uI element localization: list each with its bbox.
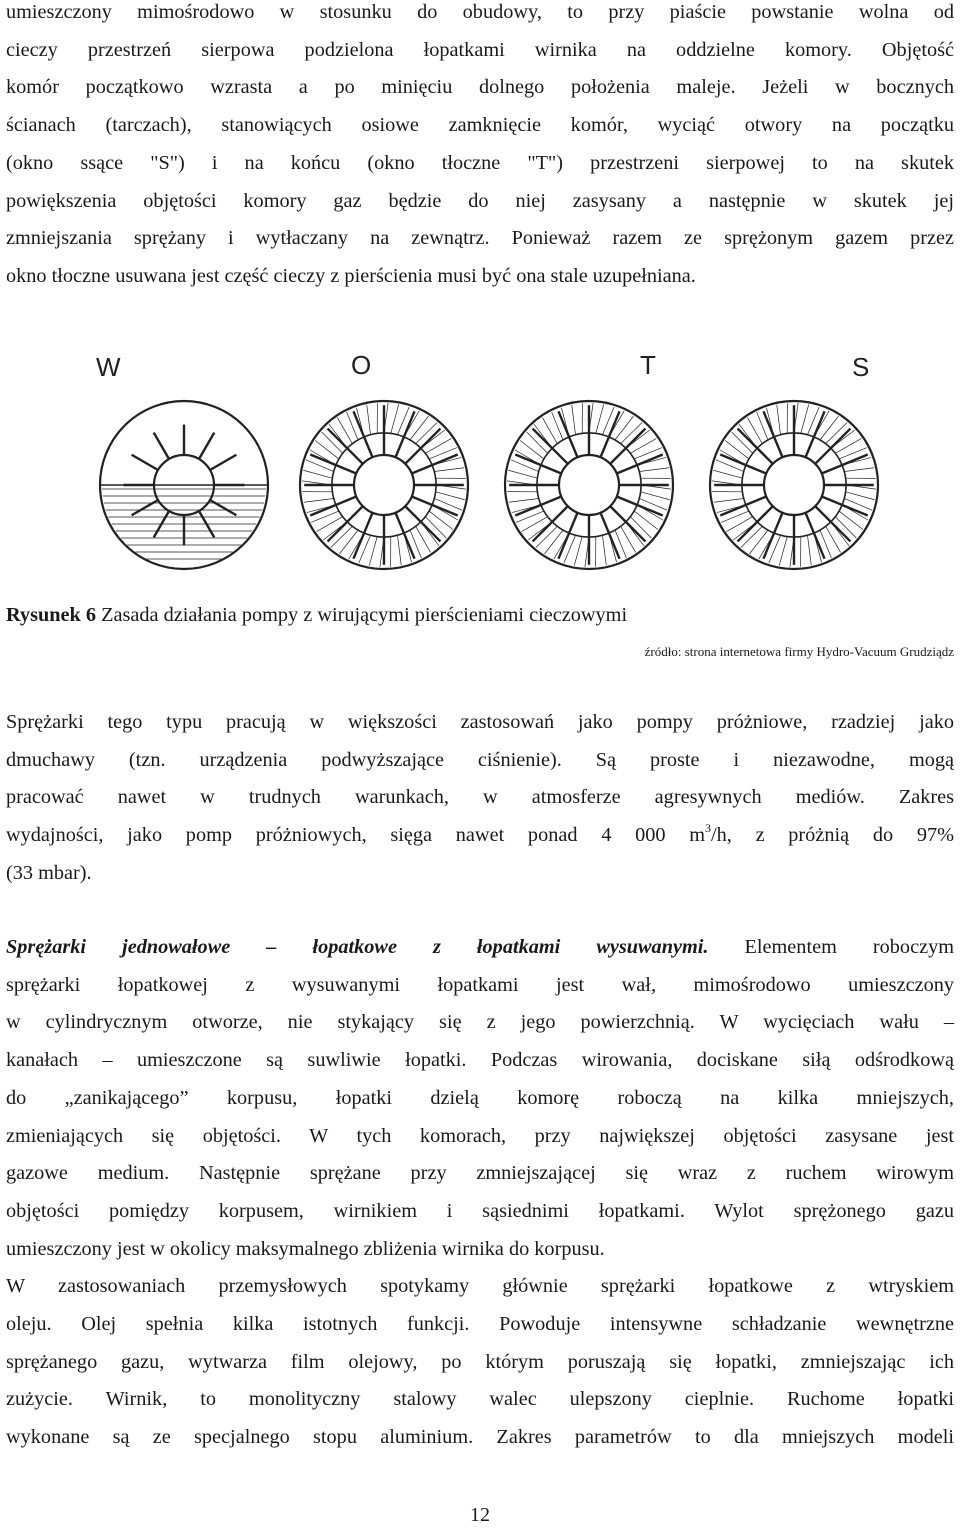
- text-line: Sprężarki tego typu pracują w większości zastosowań jako pompy próżniowe, rzadziej jako: [6, 711, 954, 733]
- label-o: O: [351, 350, 372, 380]
- figure-caption: [6, 604, 627, 627]
- text-line: okno tłoczne usuwana jest część cieczy z pierścienia musi być ona stale uzupełniana.: [6, 264, 696, 287]
- liquid-hatch: [304, 498, 334, 502]
- impeller-blade: [210, 455, 236, 470]
- liquid-hatch: [520, 441, 544, 459]
- liquid-hatch: [421, 430, 445, 448]
- liquid-hatch: [750, 530, 768, 554]
- text-line: umieszczony mimośrodowo w stosunku do obudowy, to przy piaście powstanie wolna od: [6, 1, 954, 23]
- liquid-hatch: [429, 511, 453, 529]
- impeller-blade: [154, 433, 169, 459]
- text-line: cieczy przestrzeń sierpowa podzielona łopatkami wirnika na oddzielne komory. Objętość: [6, 38, 954, 61]
- label-w: W: [96, 352, 121, 382]
- liquid-hatch: [725, 441, 749, 459]
- impeller-blade: [199, 433, 214, 459]
- liquid-hatch: [801, 404, 809, 433]
- liquid-hatch: [574, 537, 582, 566]
- impeller-blade: [533, 429, 568, 464]
- liquid-hatch: [329, 424, 347, 448]
- text-line: kanałach – umieszczone są suwliwie łopatki. Podczas wirowania, dociskane siłą odśrodkową: [6, 1049, 954, 1072]
- lead-rest: Elementem roboczym: [708, 936, 954, 958]
- liquid-hatch: [527, 432, 548, 453]
- impeller-blade: [328, 429, 363, 464]
- text-line: umieszczony jest w okolicy maksymalnego zbliżenia wirnika do korpusu.: [6, 1237, 605, 1260]
- liquid-hatch: [634, 511, 658, 529]
- text-line: zmniejszania sprężany i wytłaczany na zewnątrz. Ponieważ razem ze sprężonym gazem przez: [6, 227, 954, 250]
- text-line: oleju. Olej spełnia kilka istotnych funkcji. Powoduje intensywne schładzanie wewnętrzne: [6, 1313, 954, 1336]
- liquid-hatch: [410, 416, 428, 440]
- liquid-hatch: [777, 405, 781, 435]
- liquid-hatch: [844, 468, 874, 472]
- impeller-blade: [210, 500, 236, 515]
- label-t: T: [640, 350, 656, 380]
- figure-source: źródło: strona internetowa firmy Hydro-Vacuum Grudziądz: [644, 644, 954, 659]
- liquid-hatch: [835, 517, 856, 538]
- liquid-hatch: [534, 424, 552, 448]
- impeller-blade: [610, 506, 645, 541]
- liquid-hatch: [397, 535, 401, 565]
- page-number: 12: [470, 1504, 490, 1526]
- impeller-blade: [533, 506, 568, 541]
- liquid-hatch: [626, 522, 644, 546]
- text-line: dmuchawy (tzn. urządzenia podwyższające ciśnienie). Są proste i niezawodne, mogą: [6, 748, 954, 771]
- paragraph-intro: [6, 0, 954, 296]
- impeller-blade: [815, 506, 850, 541]
- liquid-hatch: [391, 404, 399, 433]
- paragraph-compressors: [6, 704, 954, 893]
- liquid-hatch: [602, 535, 606, 565]
- liquid-hatch: [596, 404, 604, 433]
- text-line: w cylindrycznym otworze, nie stykający się z jego powierzchnią. W wycięciach wału –: [6, 1011, 954, 1034]
- liquid-hatch: [340, 530, 358, 554]
- liquid-hatch: [416, 423, 437, 444]
- impeller-blade: [405, 506, 440, 541]
- section-lead: Sprężarki jednowałowe – łopatkowe z łopatkami wysuwanymi.: [6, 936, 709, 958]
- liquid-hatch: [508, 470, 537, 478]
- liquid-hatch: [739, 424, 757, 448]
- text-line: W zastosowaniach przemysłowych spotykamy głównie sprężarki łopatkowe z wtryskiem: [6, 1275, 954, 1298]
- text-line: gazowe medium. Następnie sprężane przy zmniejszającej się wraz z ruchem wirowym: [6, 1162, 954, 1185]
- liquid-hatch: [323, 522, 347, 540]
- liquid-hatch: [807, 535, 811, 565]
- liquid-hatch: [630, 517, 651, 538]
- text-line: zmieniających się objętości. W tych komorach, przy największej objętości zasysane jest: [6, 1124, 954, 1147]
- line4-before: wydajności, jako pomp próżniowych, sięga nawet ponad 4 000 m: [6, 824, 705, 847]
- text-line: wykonane są ze specjalnego stopu aluminium. Zakres parametrów to dla mniejszych modeli: [6, 1426, 954, 1449]
- impeller-blade: [738, 429, 773, 464]
- liquid-hatch: [331, 526, 352, 547]
- line4-after: /h, z próżnią do 97%: [711, 824, 954, 847]
- impeller-hub: [764, 455, 824, 515]
- label-s: S: [852, 352, 870, 382]
- text-line: sprężarki łopatkowej z wysuwanymi łopatkami jest wał, mimośrodowo umieszczony: [6, 973, 954, 996]
- liquid-hatch: [714, 498, 744, 502]
- liquid-hatch: [621, 423, 642, 444]
- liquid-hatch: [732, 432, 753, 453]
- liquid-hatch: [826, 423, 847, 444]
- superscript-3: 3: [705, 821, 711, 836]
- liquid-hatch: [831, 522, 849, 546]
- paragraph-vane-compressors: [6, 929, 954, 1457]
- text-line: zużycie. Wirnik, to monolityczny stalowy walec ulepszony cieplnie. Ruchome łopatki: [6, 1388, 954, 1411]
- text-line: powiększenia objętości komory gaz będzie do niej zasysany a następnie w skutek jej: [6, 189, 954, 212]
- text-line: (okno ssące "S") i na końcu (okno tłoczne "T") przestrzeni sierpowej to na skutek: [6, 151, 954, 174]
- caption-text: Zasada działania pompy z wirującymi pierścieniami cieczowymi: [96, 604, 628, 626]
- text-line: do „zanikającego” korpusu, łopatki dzielą komorę roboczą na kilka mniejszych,: [6, 1086, 954, 1109]
- liquid-hatch: [536, 526, 557, 547]
- caption-number: Rysunek 6: [6, 604, 97, 626]
- pump-diagram: [74, 340, 914, 588]
- impeller-blade: [328, 506, 363, 541]
- liquid-hatch: [713, 470, 742, 478]
- liquid-hatch: [846, 492, 875, 500]
- liquid-hatch: [820, 416, 838, 440]
- liquid-hatch: [315, 441, 339, 459]
- impeller-blade: [738, 506, 773, 541]
- liquid-hatch: [421, 522, 439, 546]
- liquid-hatch: [733, 522, 757, 540]
- impeller-hub: [559, 455, 619, 515]
- liquid-hatch: [436, 492, 465, 500]
- impeller-blade: [132, 500, 158, 515]
- liquid-hatch: [425, 517, 446, 538]
- text-line: komór początkowo wzrasta a po minięciu dolnego położenia maleje. Jeżeli w bocznych: [6, 76, 954, 99]
- text-line: [6, 817, 954, 855]
- impeller-blade: [132, 455, 158, 470]
- impeller-blade: [610, 429, 645, 464]
- text-line: objętości pomiędzy korpusem, wirnikiem i sąsiednimi łopatkami. Wylot sprężonego gazu: [6, 1199, 954, 1222]
- impeller-blade: [405, 429, 440, 464]
- text-line: [6, 929, 954, 967]
- liquid-hatch: [367, 405, 371, 435]
- liquid-hatch: [303, 470, 332, 478]
- impeller-hub: [354, 455, 414, 515]
- liquid-hatch: [626, 430, 650, 448]
- liquid-hatch: [545, 530, 563, 554]
- impeller-blade: [815, 429, 850, 464]
- liquid-hatch: [528, 522, 552, 540]
- liquid-hatch: [509, 498, 539, 502]
- liquid-hatch: [639, 468, 669, 472]
- liquid-hatch: [779, 537, 787, 566]
- liquid-hatch: [641, 492, 670, 500]
- liquid-hatch: [572, 405, 576, 435]
- text-line: pracować nawet w trudnych warunkach, w atmosferze agresywnych mediów. Zakres: [6, 786, 954, 809]
- liquid-hatch: [741, 526, 762, 547]
- liquid-hatch: [434, 468, 464, 472]
- liquid-hatch: [369, 537, 377, 566]
- liquid-hatch: [831, 430, 855, 448]
- liquid-hatch: [839, 511, 863, 529]
- liquid-hatch: [322, 432, 343, 453]
- text-line: sprężanego gazu, wytwarza film olejowy, po którym poruszają się łopatki, zmniejszając ich: [6, 1350, 954, 1373]
- text-line: ścianach (tarczach), stanowiących osiowe zamknięcie komór, wyciąć otwory na początku: [6, 114, 954, 137]
- text-line: (33 mbar).: [6, 861, 92, 884]
- liquid-hatch: [615, 416, 633, 440]
